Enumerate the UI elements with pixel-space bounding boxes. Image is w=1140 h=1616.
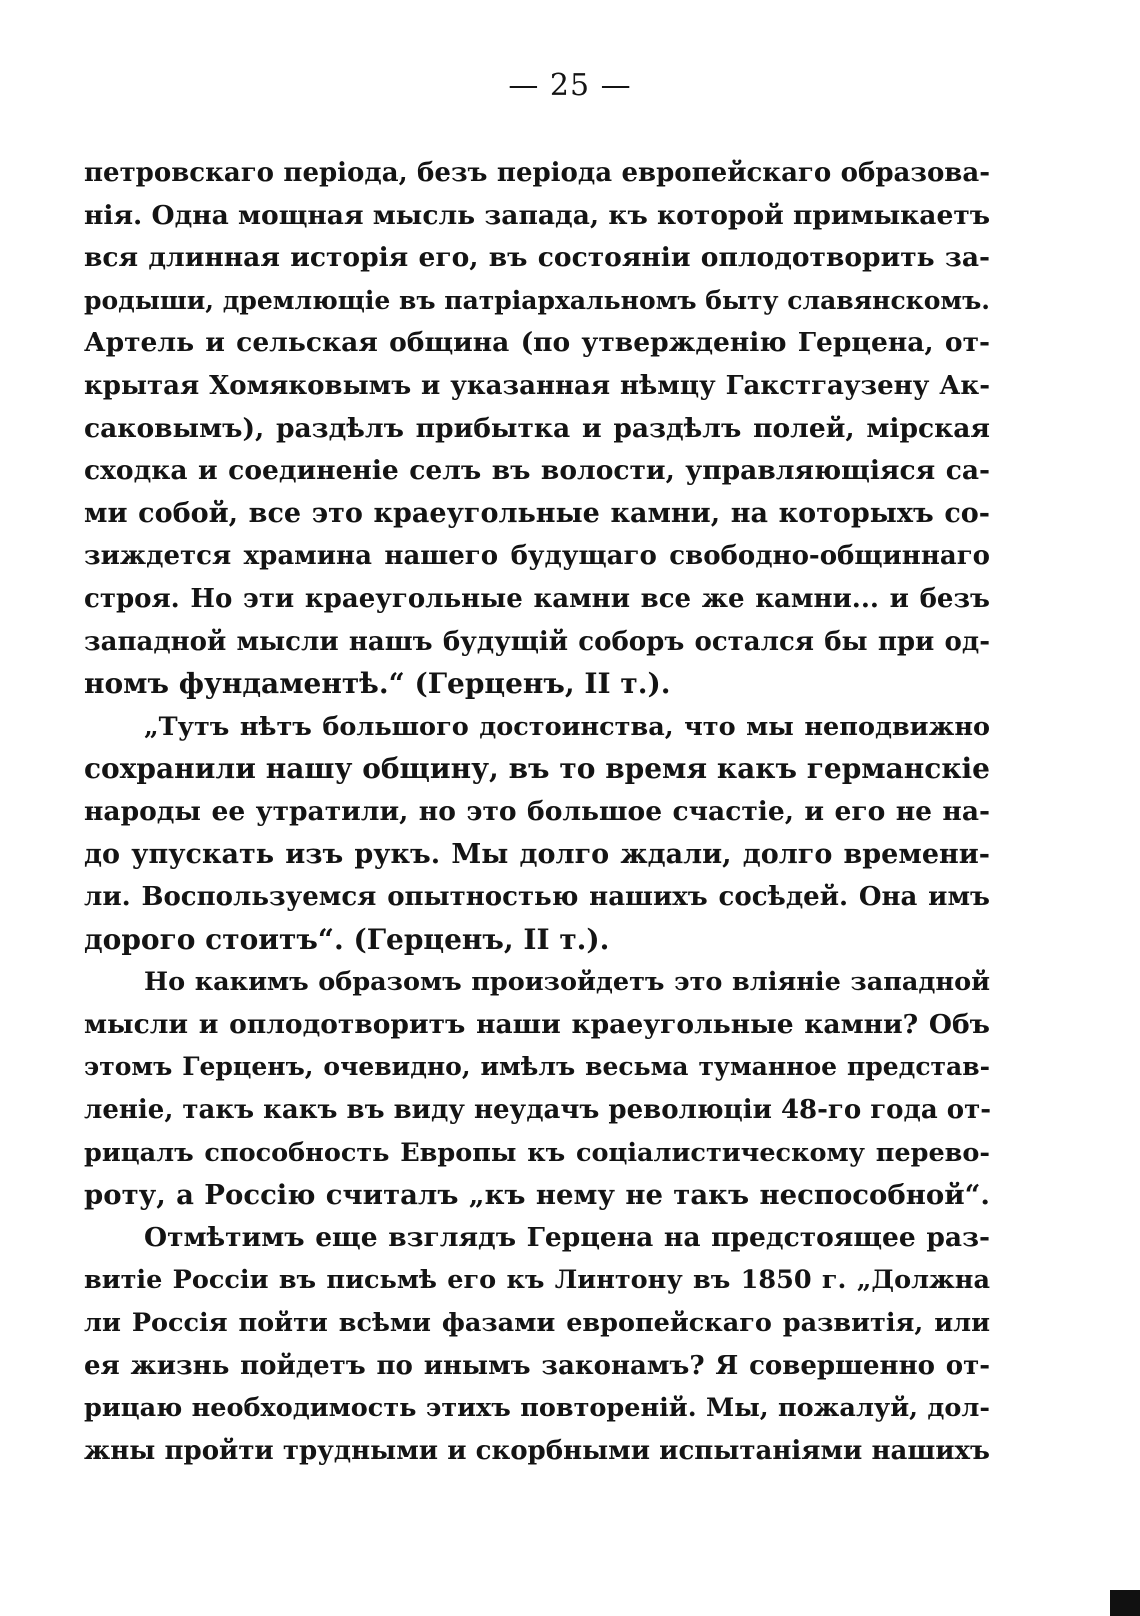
body-text — [84, 152, 990, 1472]
text-line: мысли и оплодотворитъ наши краеугольные камни? Объ — [84, 1008, 990, 1040]
text-line: рицалъ способность Европы къ соціалистическому перево- — [84, 1137, 990, 1168]
text-line: витіе Россіи въ письмѣ его къ Линтону въ 1850 г. „Должна — [84, 1265, 990, 1296]
text-line: саковымъ), раздѣлъ прибытка и раздѣлъ полей, мірская — [84, 412, 990, 444]
text-line: „Тутъ нѣтъ большого достоинства, что мы неподвижно — [144, 711, 990, 742]
text-line: ея жизнь пойдетъ по инымъ законамъ? Я совершенно от- — [84, 1350, 990, 1381]
text-line: родыши, дремлющіе въ патріархальномъ быту славянскомъ. — [84, 285, 990, 315]
text-line: ми собой, все это краеугольные камни, на которыхъ со- — [84, 497, 990, 529]
paragraph — [84, 706, 990, 962]
text-line: зиждется храмина нашего будущаго свободно-общиннаго — [84, 541, 990, 572]
text-line: петровскаго періода, безъ періода европейскаго образова- — [84, 158, 990, 188]
text-line: Но какимъ образомъ произойдетъ это вліяніе западной — [144, 967, 990, 998]
text-line: номъ фундаментѣ.“ (Герценъ, II т.). — [84, 667, 671, 701]
page-number: — 25 — — [508, 68, 632, 103]
text-line: Артель и сельская община (по утвержденію Герцена, от- — [84, 327, 990, 359]
text-line: рицаю необходимость этихъ повтореній. Мы, пожалуй, дол- — [84, 1393, 990, 1424]
text-line: Отмѣтимъ еще взглядъ Герцена на предстоящее раз- — [144, 1221, 990, 1253]
text-line: народы ее утратили, но это большое счастіе, и его не на- — [84, 795, 990, 827]
text-line: сходка и соединеніе селъ въ волости, управляющіяся са- — [84, 455, 990, 487]
text-line: западной мысли нашъ будущій соборъ остался бы при од- — [84, 626, 990, 657]
text-line: этомъ Герценъ, очевидно, имѣлъ весьма туманное представ- — [84, 1052, 990, 1082]
paragraph — [84, 961, 990, 1217]
text-line: до упускать изъ рукъ. Мы долго ждали, долго времени- — [84, 838, 990, 870]
text-line: жны пройти трудными и скорбными испытаніями нашихъ — [84, 1435, 990, 1466]
text-line: строя. Но эти краеугольные камни все же камни... и безъ — [84, 583, 990, 614]
text-line: ли. Воспользуемся опытностью нашихъ сосѣдей. Она имъ — [84, 882, 990, 913]
paragraph — [84, 1217, 990, 1473]
paragraph — [84, 152, 990, 706]
text-line: сохранили нашу общину, въ то время какъ германскіе — [84, 752, 990, 786]
text-line: дорого стоитъ“. (Герценъ, II т.). — [84, 922, 610, 956]
text-line: леніе, такъ какъ въ виду неудачъ революціи 48-го года от- — [84, 1095, 991, 1126]
text-line: крытая Хомяковымъ и указанная нѣмцу Гакстгаузену Ак- — [84, 370, 990, 401]
text-line: роту, а Россію считалъ „къ нему не такъ неспособной“. — [84, 1179, 990, 1212]
text-line: нія. Одна мощная мысль запада, къ которой примыкаетъ — [84, 199, 991, 231]
text-line: ли Россія пойти всѣми фазами европейскаго развитія, или — [84, 1308, 990, 1339]
scan-corner-mark — [1110, 1590, 1140, 1616]
text-line: вся длинная исторія его, въ состояніи оплодотворить за- — [84, 242, 990, 274]
